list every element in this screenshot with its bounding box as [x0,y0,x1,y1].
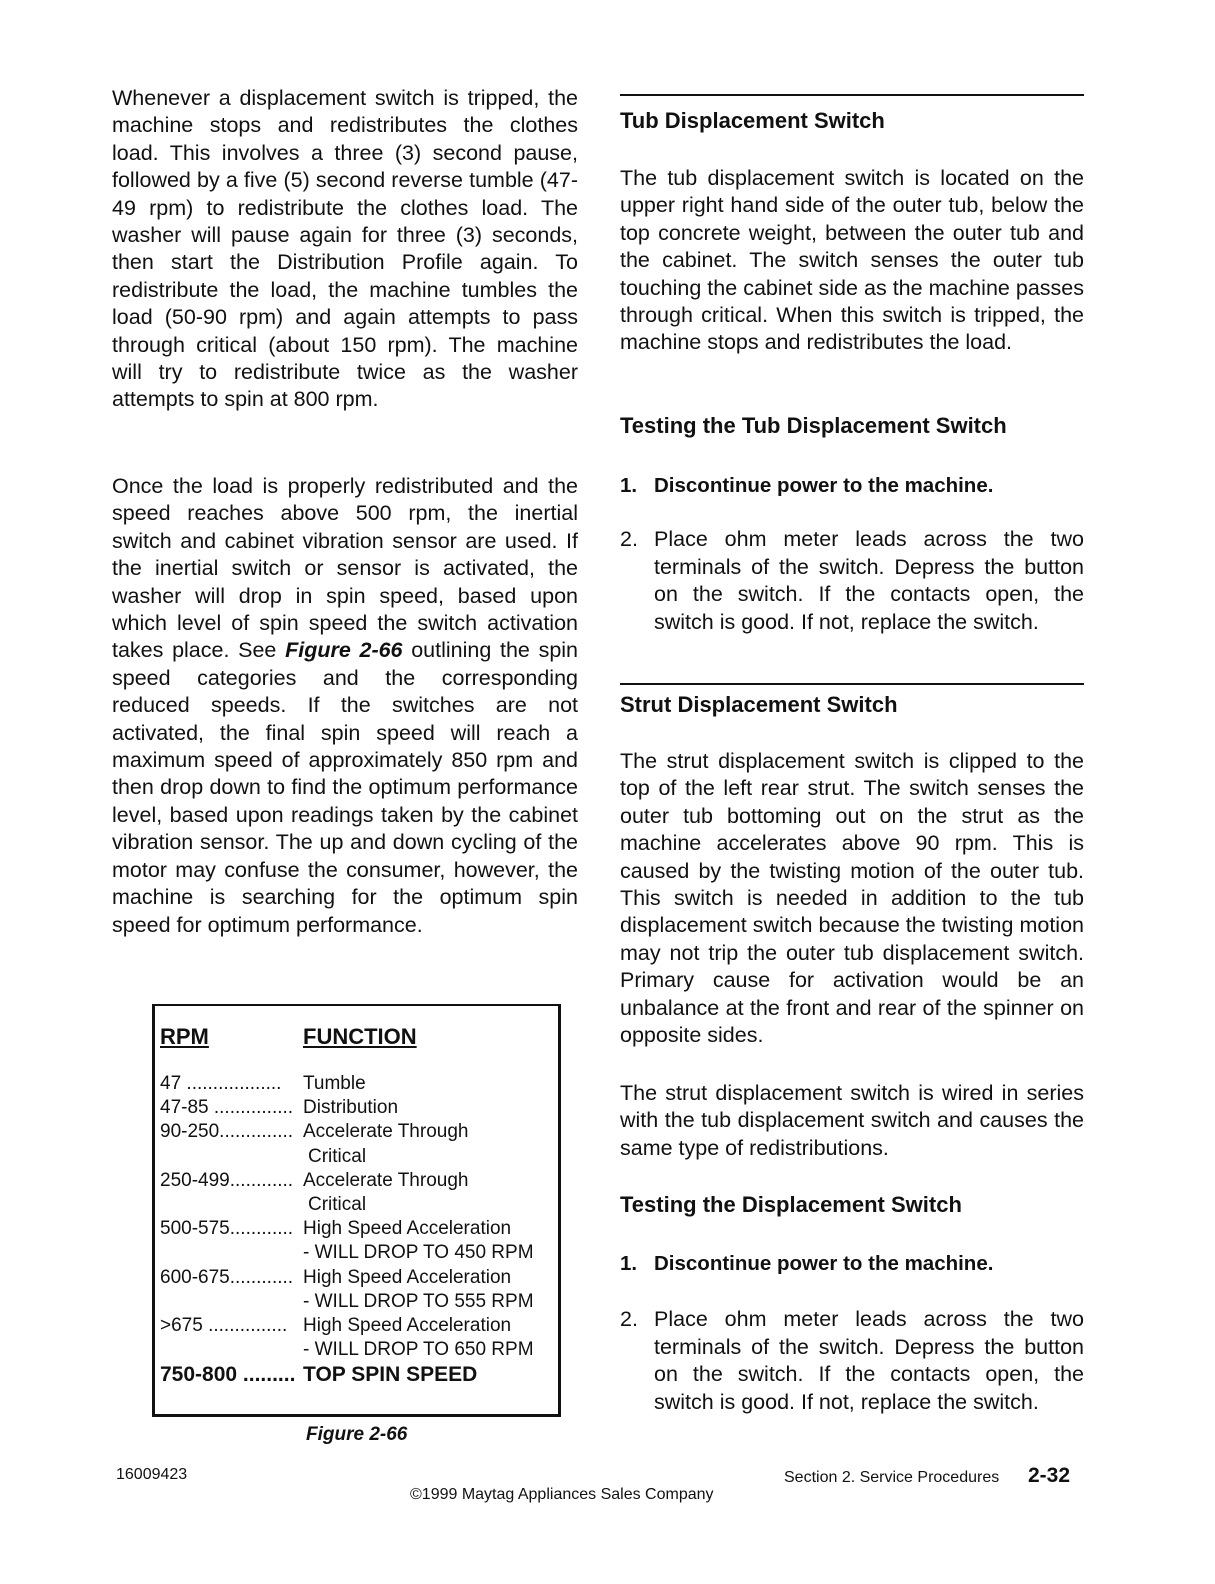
page-number: 2-32 [1028,1464,1071,1487]
step-text: Place ohm meter leads across the two terminals of the switch. Depress the button on the switch. If the contacts open, the switch is good. If not, replace the switch. [654,1307,1084,1414]
tub-switch-description: The tub displacement switch is located on the upper right hand side of the outer tub, below the top concrete weight, between the outer tub and the cabinet. The switch senses the outer tub touching the cabinet side as the machine passes through critical. When this switch is tripped, the machine stops and redistributes the load. [620,166,1084,355]
function-value: High Speed Acceleration - WILL DROP TO 450 RPM [303,1218,534,1264]
intro-paragraph: Whenever a displacement switch is tripped, the machine stops and redistributes the clothes load. This involves a three (3) second pause, followed by a five (5) second reverse tumble (47-49 rpm) to redistribute the clothes load. The washer will pause again for three (3) seconds, then start the Distribution Profile again. To redistribute the load, the machine tumbles the load (50-90 rpm) and again attempts to pass through critical (about 150 rpm). The machine will try to redistribute twice as the washer attempts to spin at 800 rpm. [112,86,578,412]
figure-caption: Figure 2-66 [306,1424,408,1445]
table-row [160,1072,555,1096]
strut-switch-wiring: The strut displacement switch is wired in series with the tub displacement switch and causes the same type of redistributions. [620,1081,1084,1160]
displacement-testing-step-2 [620,1306,1084,1416]
function-value: Tumble [303,1073,366,1094]
table-row [160,1266,555,1314]
document-number: 16009423 [116,1466,188,1483]
function-value: Accelerate Through Critical [303,1169,469,1216]
paragraph-text: Once the load is properly redistributed and the speed reaches above 500 rpm, the inertial switch and cabinet vibration sensor are used. If the inertial switch or sensor is activated, the washer will drop in spin speed, based upon which level of spin speed the switch activation takes place. See [112,474,578,663]
function-value: High Speed Acceleration - WILL DROP TO 650 RPM [303,1315,534,1361]
displacement-testing-step-1 [620,1250,1084,1278]
rpm-value: 500-575............ [160,1218,294,1240]
rpm-value: 47 .................. [160,1073,282,1094]
rpm-value: 750-800 ......... [160,1363,296,1387]
table-row [160,1217,555,1265]
section-label: Section 2. Service Procedures [784,1469,1000,1486]
spin-speed-paragraph [112,473,578,939]
strut-switch-heading: Strut Displacement Switch [620,692,898,717]
tub-switch-heading: Tub Displacement Switch [620,108,885,133]
step-number: 1. [620,1252,638,1275]
rpm-value: 250-499............ [160,1169,294,1191]
tub-testing-step-1 [620,472,1084,500]
copyright-notice: ©1999 Maytag Appliances Sales Company [410,1486,714,1503]
step-number: 2. [620,527,638,551]
table-row [160,1096,555,1120]
table-row [160,1314,555,1362]
step-text: Discontinue power to the machine. [654,474,994,497]
function-value: High Speed Acceleration - WILL DROP TO 555 RPM [303,1266,534,1312]
figure-reference-link[interactable]: Figure 2-66 [285,638,403,663]
table-row [160,1120,555,1168]
tub-testing-heading: Testing the Tub Displacement Switch [620,413,1007,438]
step-text: Place ohm meter leads across the two terminals of the switch. Depress the button on the switch. If the contacts open, the switch is good. If not, replace the switch. [654,527,1084,634]
function-value: Accelerate Through Critical [303,1121,469,1167]
function-value: Distribution [303,1097,399,1119]
rpm-value: 47-85 ............... [160,1097,294,1119]
table-row [160,1169,555,1217]
strut-switch-description: The strut displacement switch is clipped to the top of the left rear strut. The switch senses the outer tub bottoming out on the strut as the machine accelerates above 90 rpm. This is caused by the twisting motion of the outer tub. This switch is needed in addition to the tub displacement switch because the twisting motion may not trip the outer tub displacement switch. Primary cause for activation would be an unbalance at the front and rear of the spinner on opposite sides. [620,749,1084,1048]
step-number: 1. [620,474,638,497]
function-column-header: FUNCTION [303,1024,417,1049]
table-row [160,1362,555,1388]
section-divider [620,94,1084,96]
function-value: TOP SPIN SPEED [303,1363,478,1387]
step-text: Discontinue power to the machine. [654,1252,994,1275]
tub-testing-step-2 [620,526,1084,636]
displacement-testing-heading: Testing the Displacement Switch [620,1192,962,1217]
section-divider [620,683,1084,685]
rpm-table [160,1072,555,1388]
rpm-function-figure [152,1004,561,1417]
step-number: 2. [620,1307,638,1331]
rpm-value: 600-675............ [160,1266,294,1288]
rpm-value: 90-250.............. [160,1121,294,1143]
rpm-column-header: RPM [160,1024,209,1049]
rpm-value: >675 ............... [160,1315,288,1337]
paragraph-text: outlining the spin speed categories and the corresponding reduced speeds. If the switches are not activated, the final spin speed will reach a maximum speed of approximately 850 rpm and then drop down to find the optimum performance level, based upon readings taken by the cabinet vibration sensor. The up and down cycling of the motor may confuse the consumer, however, the machine is searching for the optimum spin speed for optimum performance. [112,638,579,937]
